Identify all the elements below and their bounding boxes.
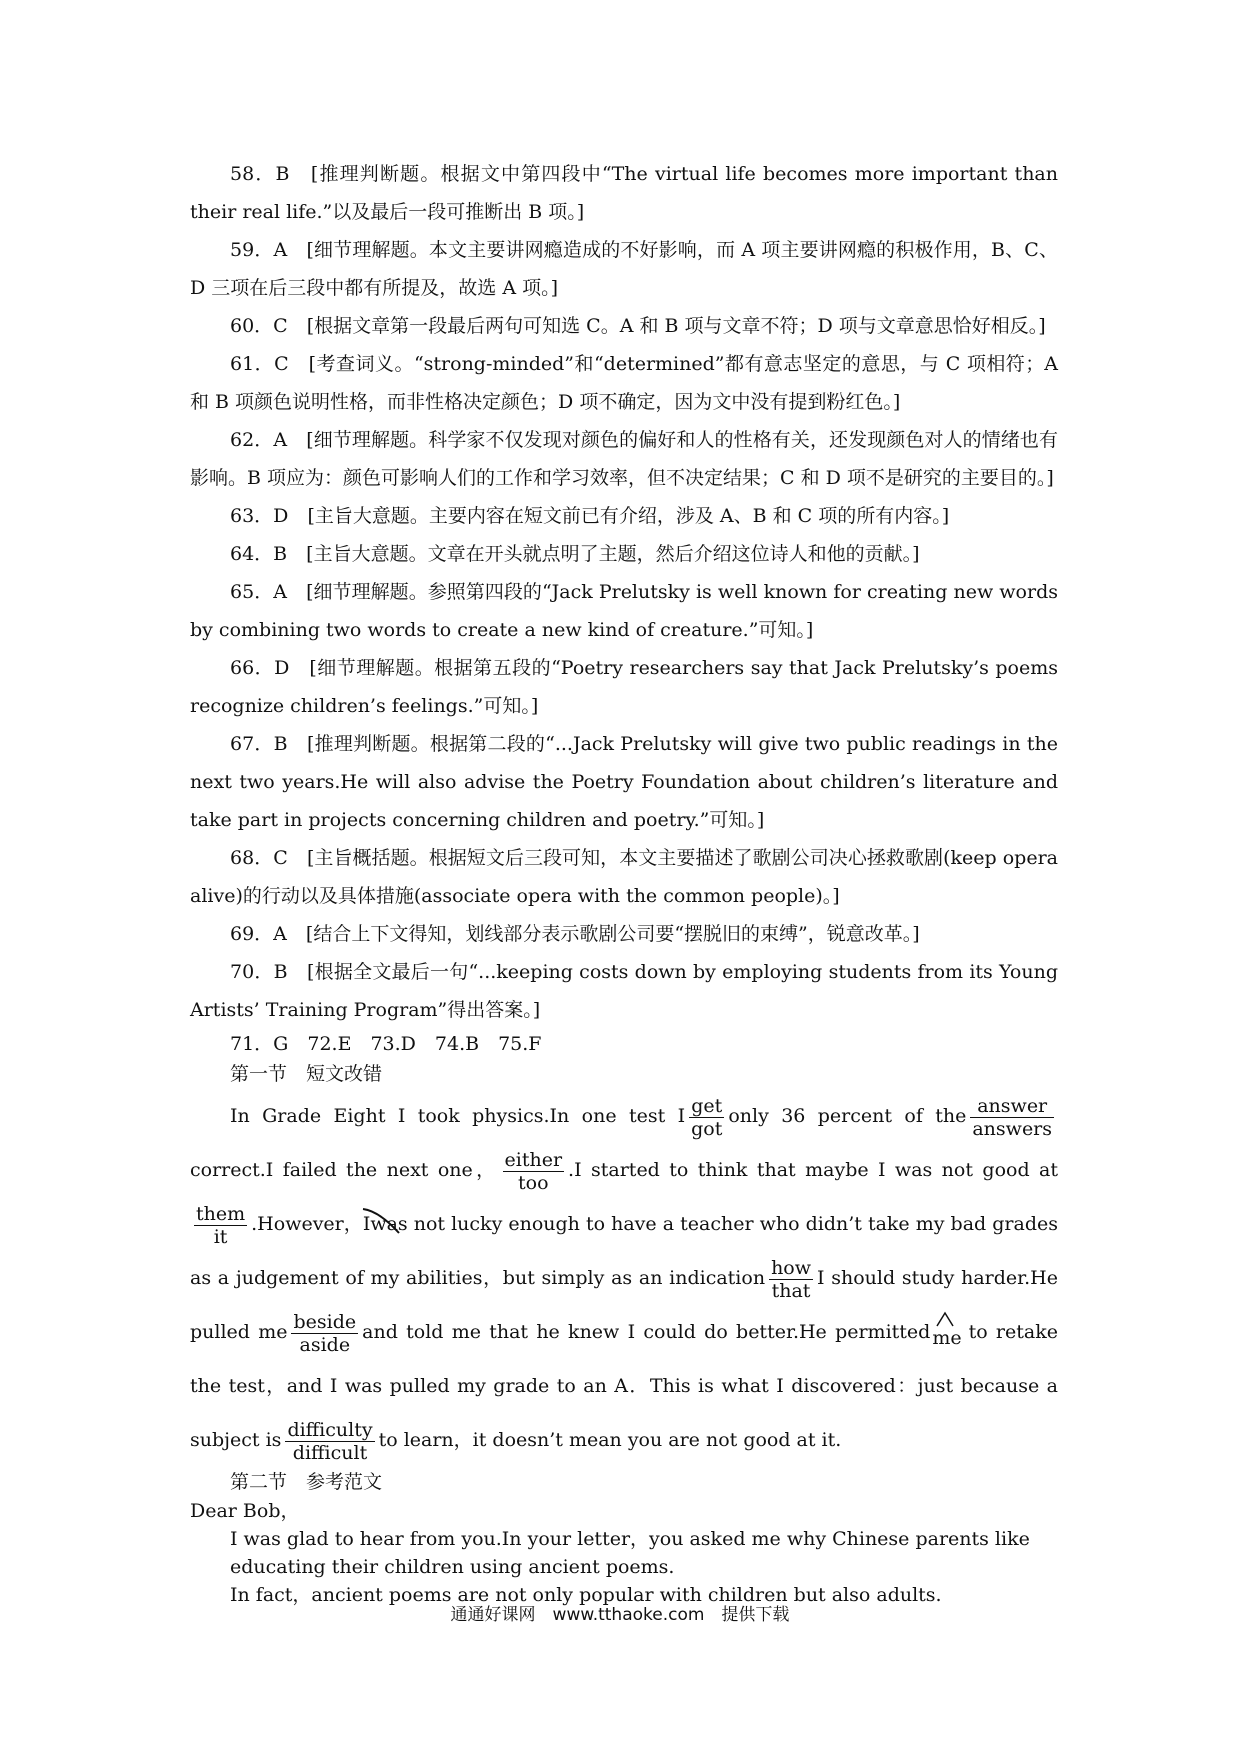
answer-explanation: [细节理解题。本文主要讲网瘾造成的不好影响，而 A 项主要讲网瘾的积极作用，B、C、D 三项在后三段中都有所提及，故选 A 项。] <box>190 239 1058 299</box>
answer-number: 64．B <box>230 543 288 565</box>
answer-item <box>190 535 1058 573</box>
original-word: beside <box>293 1310 357 1333</box>
answer-number: 70．B <box>230 961 288 983</box>
seven-choice-answers: 71．G 72.E 73.D 74.B 75.F <box>230 1033 542 1055</box>
page-footer: 通通好课网 www.tthaoke.com 提供下载 <box>450 1605 790 1625</box>
correction-mark <box>194 1203 247 1248</box>
correction-mark <box>970 1095 1054 1140</box>
answer-item <box>190 345 1058 421</box>
answer-number: 61．C <box>230 353 289 375</box>
original-word: get <box>689 1095 724 1118</box>
answer-number: 69．A <box>230 923 287 945</box>
passage-text: .However， <box>251 1213 363 1235</box>
section-title-error-correction: 第一节 短文改错 <box>230 1063 383 1085</box>
passage-text: to learn，it doesn’t mean you are not good at it. <box>378 1429 842 1451</box>
answer-number: 63．D <box>230 505 289 527</box>
original-word: them <box>196 1202 246 1225</box>
passage-text: was not lucky enough to have a teacher who didn’t take my bad grades as a judgement of my abilities，but simply as an indication <box>190 1213 1058 1289</box>
answer-item <box>190 155 1058 231</box>
answer-number: 58．B <box>230 163 290 185</box>
correction-mark <box>285 1419 374 1464</box>
answer-list <box>190 155 1058 1029</box>
correction-mark <box>291 1311 358 1356</box>
answer-explanation: [根据文章第一段最后两句可知选 C。A 和 B 项与文章不符；D 项与文章意思恰好相反。] <box>306 315 1046 337</box>
passage-text: In Grade Eight I took physics.In one test I <box>230 1105 686 1127</box>
answer-item <box>190 725 1058 839</box>
answer-explanation: [推理判断题。根据文中第四段中“The virtual life becomes more important than their real life.”以及最后一段可推断出 B 项。] <box>190 163 1058 223</box>
original-word: either <box>504 1148 563 1171</box>
answer-explanation: [主旨大意题。主要内容在短文前已有介绍，涉及 A、B 和 C 项的所有内容。] <box>307 505 950 527</box>
passage-text: and told me that he knew I could do better.He permitted <box>362 1321 931 1343</box>
deletion-slash-icon <box>361 1205 401 1235</box>
answer-item <box>190 649 1058 725</box>
passage-text: to retake the test，and I was pulled my grade to an A．This is what I discovered：just because a subject is <box>190 1321 1058 1451</box>
answer-number: 67．B <box>230 733 288 755</box>
answer-explanation: [主旨概括题。根据短文后三段可知，本文主要描述了歌剧公司决心拯救歌剧(keep opera alive)的行动以及具体措施(associate opera with the common people)。] <box>190 847 1058 907</box>
answer-item <box>190 497 1058 535</box>
correction-mark <box>769 1257 813 1302</box>
answer-number: 66．D <box>230 657 290 679</box>
answer-explanation: [推理判断题。根据第二段的“...Jack Prelutsky will give two public readings in the next two years.He will also advise the Poetry Foundation about children’s literature and take part in projects concerning children and poetry.”可知。] <box>190 733 1058 831</box>
answer-item <box>190 573 1058 649</box>
answer-item <box>190 953 1058 1029</box>
error-correction-passage <box>190 1089 1058 1467</box>
answer-number: 65．A <box>230 581 287 603</box>
answer-explanation: [主旨大意题。文章在开头就点明了主题，然后介绍这位诗人和他的贡献。] <box>306 543 920 565</box>
original-word: difficulty <box>287 1418 373 1441</box>
answer-explanation: [细节理解题。参照第四段的“Jack Prelutsky is well known for creating new words by combining two words to create a new kind of creature.”可知。] <box>190 581 1058 641</box>
answer-explanation: [根据全文最后一句“...keeping costs down by employing students from its Young Artists’ Training Program”得出答案。] <box>190 961 1059 1021</box>
correction-mark <box>689 1095 724 1140</box>
deleted-word: I <box>363 1197 371 1251</box>
corrected-word: that <box>771 1279 811 1302</box>
answer-explanation: [细节理解题。根据第五段的“Poetry researchers say that Jack Prelutsky’s poems recognize children’s feelings.”可知。] <box>190 657 1058 717</box>
answer-item <box>190 915 1058 953</box>
caret-insert-icon <box>935 1311 955 1327</box>
corrected-word: too <box>518 1171 549 1194</box>
corrected-word: it <box>213 1225 228 1248</box>
answer-number: 59．A <box>230 239 288 261</box>
original-word: answer <box>970 1095 1054 1118</box>
answer-item <box>190 421 1058 497</box>
passage-text: I should study harder.He pulled me <box>190 1267 1058 1343</box>
answer-number: 68．C <box>230 847 288 869</box>
corrected-word: aside <box>299 1333 351 1356</box>
corrected-word: answers <box>972 1117 1053 1140</box>
letter-greeting: Dear Bob， <box>190 1500 300 1522</box>
answer-item <box>190 307 1058 345</box>
insertion-mark <box>930 1313 960 1353</box>
answer-number: 62．A <box>230 429 288 451</box>
correction-mark <box>503 1149 565 1194</box>
answer-document <box>190 155 1058 1609</box>
corrected-word: difficult <box>292 1441 368 1464</box>
passage-text: .I started to think that maybe I was not good at <box>568 1159 1058 1181</box>
inserted-word: me <box>932 1327 962 1349</box>
answer-explanation: [结合上下文得知，划线部分表示歌剧公司要“摆脱旧的束缚”，锐意改革。] <box>305 923 920 945</box>
letter-paragraph: In fact，ancient poems are not only popular with children but also adults. <box>230 1584 942 1606</box>
passage-text: correct.I failed the next one， <box>190 1159 499 1181</box>
section-title-sample-essay: 第二节 参考范文 <box>230 1471 383 1493</box>
corrected-word: got <box>691 1117 723 1140</box>
answer-item <box>190 231 1058 307</box>
original-word: how <box>771 1256 812 1279</box>
answer-explanation: [考查词义。“strong-minded”和“determined”都有意志坚定的意思，与 C 项相符；A 和 B 项颜色说明性格，而非性格决定颜色；D 项不确定，因为文中没有提到粉红色。] <box>190 353 1058 413</box>
answer-item <box>190 839 1058 915</box>
answer-explanation: [细节理解题。科学家不仅发现对颜色的偏好和人的性格有关，还发现颜色对人的情绪也有影响。B 项应为：颜色可影响人们的工作和学习效率，但不决定结果；C 和 D 项不是研究的主要目的。] <box>190 429 1058 489</box>
letter-paragraph: I was glad to hear from you.In your letter，you asked me why Chinese parents like educating their children using ancient poems. <box>230 1528 1030 1578</box>
passage-text: only 36 percent of the <box>728 1105 967 1127</box>
answer-number: 60．C <box>230 315 288 337</box>
